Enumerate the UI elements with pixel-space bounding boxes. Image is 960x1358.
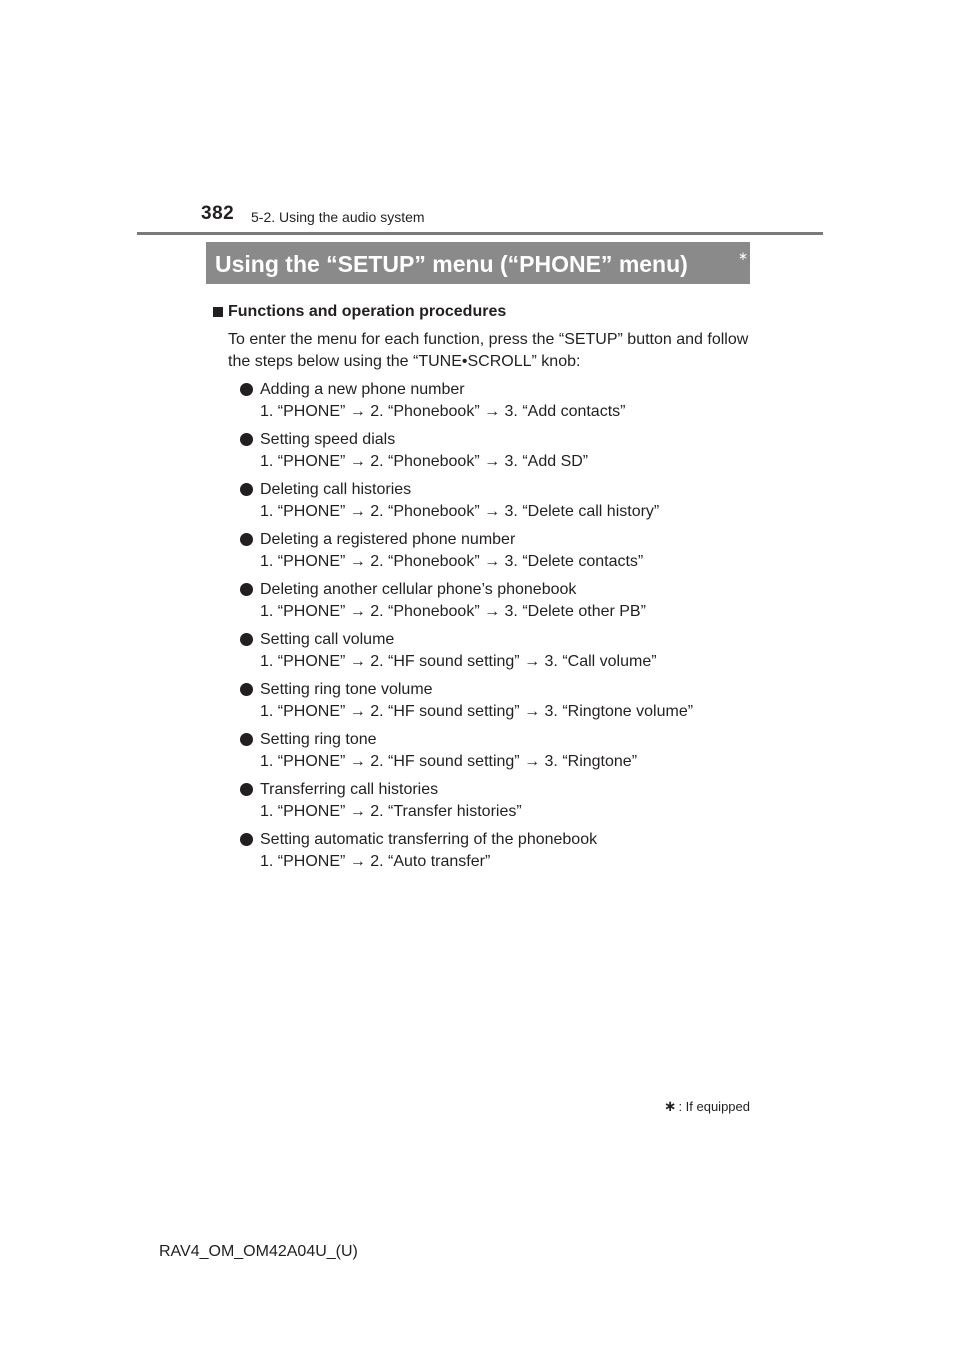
procedure-label: Deleting a registered phone number xyxy=(260,531,516,548)
procedure-item xyxy=(213,629,773,673)
document-code: RAV4_OM_OM42A04U_(U) xyxy=(159,1243,358,1260)
procedure-item xyxy=(213,679,773,723)
intro-paragraph: To enter the menu for each function, press the “SETUP” button and follow the steps below using the “TUNE•SCROLL” knob: xyxy=(228,331,749,370)
round-bullet-icon xyxy=(240,783,253,796)
footnote-text: : If equipped xyxy=(678,1099,750,1114)
procedure-item xyxy=(213,429,773,473)
if-equipped-star-icon: ∗ xyxy=(738,249,749,263)
procedure-steps: 1. “PHONE” → 2. “HF sound setting” → 3. “Ringtone” xyxy=(260,753,638,770)
procedure-item xyxy=(213,529,773,573)
procedure-item xyxy=(213,829,773,873)
procedure-steps: 1. “PHONE” → 2. “Transfer histories” xyxy=(260,803,522,820)
procedure-steps: 1. “PHONE” → 2. “Phonebook” → 3. “Add contacts” xyxy=(260,403,626,420)
procedure-steps: 1. “PHONE” → 2. “HF sound setting” → 3. “Call volume” xyxy=(260,653,657,670)
round-bullet-icon xyxy=(240,433,253,446)
procedure-steps: 1. “PHONE” → 2. “Auto transfer” xyxy=(260,853,491,870)
procedure-item xyxy=(213,779,773,823)
procedure-label: Setting call volume xyxy=(260,631,395,648)
procedure-item xyxy=(213,579,773,623)
procedure-label: Setting ring tone volume xyxy=(260,681,433,698)
procedure-steps: 1. “PHONE” → 2. “Phonebook” → 3. “Delete other PB” xyxy=(260,603,646,620)
round-bullet-icon xyxy=(240,733,253,746)
round-bullet-icon xyxy=(240,383,253,396)
round-bullet-icon xyxy=(240,683,253,696)
procedure-label: Setting speed dials xyxy=(260,431,396,448)
page-number: 382 xyxy=(201,203,235,224)
procedure-steps: 1. “PHONE” → 2. “HF sound setting” → 3. “Ringtone volume” xyxy=(260,703,694,720)
round-bullet-icon xyxy=(240,583,253,596)
subheading xyxy=(213,303,773,325)
square-bullet-icon xyxy=(213,307,223,317)
footnote-star-icon: ∗ xyxy=(663,1098,677,1115)
procedure-item xyxy=(213,729,773,773)
round-bullet-icon xyxy=(240,483,253,496)
procedure-steps: 1. “PHONE” → 2. “Phonebook” → 3. “Delete contacts” xyxy=(260,553,644,570)
section-label: 5-2. Using the audio system xyxy=(251,209,425,225)
procedure-item xyxy=(213,379,773,423)
header-divider xyxy=(137,232,823,235)
procedure-steps: 1. “PHONE” → 2. “Phonebook” → 3. “Add SD” xyxy=(260,453,589,470)
procedure-list xyxy=(213,379,773,873)
procedure-label: Deleting call histories xyxy=(260,481,412,498)
procedure-steps: 1. “PHONE” → 2. “Phonebook” → 3. “Delete call history” xyxy=(260,503,660,520)
round-bullet-icon xyxy=(240,533,253,546)
round-bullet-icon xyxy=(240,833,253,846)
procedure-label: Adding a new phone number xyxy=(260,381,465,398)
procedure-label: Transferring call histories xyxy=(260,781,439,798)
procedure-label: Setting ring tone xyxy=(260,731,377,748)
section-title: Using the “SETUP” menu (“PHONE” menu) xyxy=(215,251,688,277)
subheading-text: Functions and operation procedures xyxy=(228,303,507,320)
section-title-bar xyxy=(206,242,750,284)
round-bullet-icon xyxy=(240,633,253,646)
footnote xyxy=(664,1097,750,1115)
procedure-label: Deleting another cellular phone’s phonebook xyxy=(260,581,577,598)
content-body xyxy=(213,303,773,873)
procedure-item xyxy=(213,479,773,523)
procedure-label: Setting automatic transferring of the phonebook xyxy=(260,831,598,848)
